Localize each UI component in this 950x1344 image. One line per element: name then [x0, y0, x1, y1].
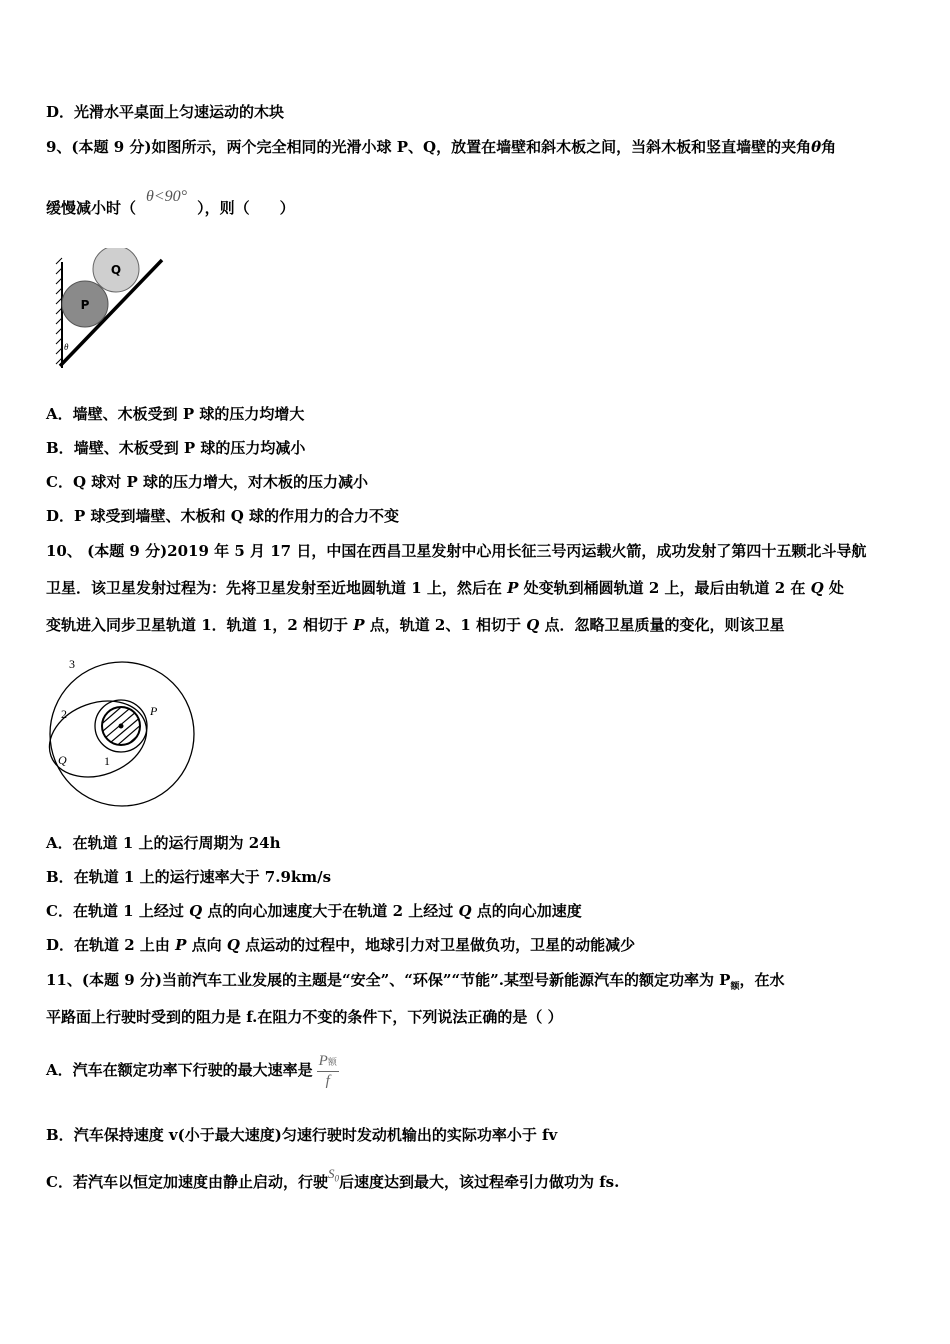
q10-option-c: C．在轨道 1 上经过 Q 点的向心加速度大于在轨道 2 上经过 Q 点的向心加速度 — [46, 902, 582, 920]
q9-option-c: C．Q 球对 P 球的压力增大，对木板的压力减小 — [46, 473, 368, 491]
q10-stem-line1: 10、 (本题 9 分)2019 年 5 月 17 日，中国在西昌卫星发射中心用长征三号丙运载火箭，成功发射了第四十五颗北斗导航 — [46, 542, 867, 560]
q9-condition-math: θ<90° — [146, 188, 188, 205]
q9-stem-line1: 9、(本题 9 分)如图所示，两个完全相同的光滑小球 P、Q，放置在墙壁和斜木板之间，当斜木板和竖直墙壁的夹角θ角 — [46, 138, 837, 156]
orbit-1-label: 1 — [104, 754, 110, 768]
q11-option-a: A．汽车在额定功率下行驶的最大速率是 $\frac{\text{P额}}{f}$ — [46, 1053, 337, 1089]
q9-option-b: B．墙壁、木板受到 P 球的压力均减小 — [46, 439, 306, 457]
orbit-3-label: 3 — [69, 657, 75, 671]
q11-option-c: C．若汽车以恒定加速度由静止启动，行驶$S_0$后速度达到最大，该过程牵引力做功为 fs. — [46, 1166, 620, 1191]
orbit-2 — [42, 688, 157, 790]
ball-p-label: P — [80, 298, 90, 312]
q10-stem-line2: 卫星．该卫星发射过程为：先将卫星发射至近地圆轨道 1 上，然后在 P 处变轨到桶圆轨道 2 上，最后由轨道 2 在 Q 处 — [46, 579, 844, 597]
point-q-label: Q — [58, 753, 67, 767]
s0-math: $S_0$ — [327, 1166, 339, 1184]
ball-q-label: Q — [110, 263, 122, 277]
q9-option-d: D．P 球受到墙壁、木板和 Q 球的作用力的合力不变 — [46, 507, 400, 525]
q10-stem-line3: 变轨进入同步卫星轨道 1．轨道 1，2 相切于 P 点，轨道 2、1 相切于 Q 点．忽略卫星质量的变化，则该卫星 — [46, 616, 785, 634]
q10-figure-orbits — [42, 656, 202, 808]
q11-option-b: B．汽车保持速度 v(小于最大速度)匀速行驶时发动机输出的实际功率小于 fv — [46, 1126, 558, 1144]
prev-option-d: D．光滑水平桌面上匀速运动的木块 — [46, 103, 285, 121]
max-speed-fraction: $\frac{\text{P额}}{f}$ — [318, 1053, 337, 1089]
orbit-2-label: 2 — [61, 707, 67, 721]
q11-stem-line2: 平路面上行驶时受到的阻力是 f.在阻力不变的条件下，下列说法正确的是（ ） — [46, 1008, 563, 1026]
q9-stem-line2: 缓慢减小时（θ<90°），则（ ） — [46, 188, 295, 217]
q10-option-a: A．在轨道 1 上的运行周期为 24h — [46, 834, 281, 852]
q9-option-a: A．墙壁、木板受到 P 球的压力均增大 — [46, 405, 305, 423]
earth-center — [119, 724, 124, 729]
q10-option-d: D．在轨道 2 上由 P 点向 Q 点运动的过程中，地球引力对卫星做负功，卫星的动能减少 — [46, 936, 636, 954]
angle-theta-label: θ — [64, 342, 69, 352]
q10-option-b: B．在轨道 1 上的运行速率大于 7.9km/s — [46, 868, 332, 886]
point-p-label: P — [150, 704, 158, 718]
q9-figure-wall-board-balls — [50, 248, 170, 372]
q11-stem-line1: 11、(本题 9 分)当前汽车工业发展的主题是“安全”、“环保”“节能”.某型号新能源汽车的额定功率为 $P_额$，在水 — [46, 971, 785, 992]
